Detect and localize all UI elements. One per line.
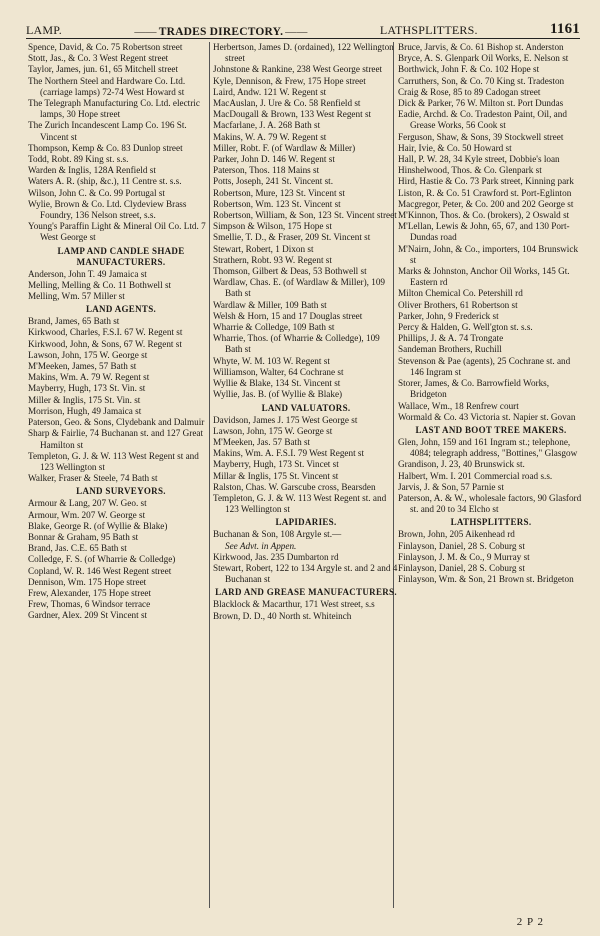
directory-entry: Blake, George R. (of Wyllie & Blake) (28, 520, 168, 531)
entry-group (398, 437, 584, 515)
directory-entry: Halbert, Wm. I. 201 Commercial road s.s. (398, 470, 553, 481)
directory-entry: Colledge, F. S. (of Wharrie & Colledge) (28, 554, 176, 565)
directory-entry: Borthwick, John F. & Co. 102 Hope st (398, 64, 540, 75)
directory-entry: Percy & Halden, G. Well'gton st. s.s. (398, 322, 533, 333)
directory-entry: Miller, Robt. F. (of Wardlaw & Miller) (213, 142, 356, 153)
directory-entry: Kirkwood, John, & Sons, 67 W. Regent st (28, 338, 182, 349)
directory-entry: Laird, Andw. 121 W. Regent st (213, 86, 327, 97)
directory-entry: Finlayson, J. M. & Co., 9 Murray st (398, 551, 530, 562)
directory-entry: Brown, D. D., 40 North st. Whiteinch (213, 610, 352, 621)
directory-entry: Brand, James, 65 Bath st (28, 316, 120, 327)
directory-entry: The Telegraph Manufacturing Co. Ltd. electric lamps, 30 Hope street (28, 98, 200, 120)
entry-group (213, 42, 399, 401)
directory-entry: Jarvis, J. & Son, 57 Parnie st (398, 481, 504, 492)
section-heading: LAPIDARIES. (275, 517, 337, 528)
directory-entry: Lawson, John, 175 W. George st (213, 425, 333, 436)
directory-entry: Wallace, Wm., 18 Renfrew court (398, 400, 519, 411)
directory-entry: Hall, P. W. 28, 34 Kyle street, Dobbie's loan (398, 154, 560, 165)
section-heading: LAST AND BOOT TREE MAKERS. (415, 424, 567, 435)
directory-entry: Dennison, Wm. 175 Hope street (28, 576, 147, 587)
directory-entry: Armour, Wm. 207 W. George st (28, 509, 146, 520)
directory-entry: Melling, Wm. 57 Miller st (28, 291, 125, 302)
directory-entry: Templeton, G. J. & W. 113 West Regent st. and 123 Wellington st (213, 492, 387, 515)
directory-entry: Lawson, John, 175 W. George st (28, 349, 148, 360)
directory-entry: Oliver Brothers, 61 Robertson st (398, 299, 518, 310)
page-header (26, 16, 580, 38)
section-heading: LAND SURVEYORS. (76, 486, 166, 497)
directory-entry: Phillips, J. & A. 74 Trongate (398, 333, 504, 344)
entry-group (28, 316, 214, 484)
directory-entry: Paterson, Thos. 118 Mains st (213, 165, 320, 176)
directory-entry: Robertson, Mure, 123 St. Vincent st (213, 187, 345, 198)
directory-entry: Sharp & Fairlie, 74 Buchanan st. and 127 Great Hamilton st (28, 428, 204, 450)
directory-entry: Hinshelwood, Thos. & Co. Glenpark st (398, 165, 542, 176)
directory-entry: Paterson, Geo. & Sons, Clydebank and Dalmuir (28, 417, 205, 428)
directory-entry: Bonnar & Graham, 95 Bath st (28, 531, 139, 542)
directory-entry: Glen, John, 159 and 161 Ingram st.; telephone, 4084; telegraph address, "Bottines," Glasgow (398, 436, 578, 459)
directory-entry: Blacklock & Macarthur, 171 West street, s.s (213, 599, 375, 610)
entry-group (213, 415, 399, 516)
directory-entry: Thomson, Gilbert & Deas, 53 Bothwell st (213, 266, 367, 277)
directory-entry: The Zurich Incandescent Lamp Co. 196 St. Vincent st (28, 120, 187, 142)
column-2 (213, 42, 399, 622)
directory-entry: Davidson, James J. 175 West George st (213, 414, 358, 425)
directory-entry: Wormald & Co. 43 Victoria st. Napier st. Govan (398, 411, 576, 422)
directory-entry: Liston, R. & Co. 51 Crawford st. Port-Eglinton (398, 187, 572, 198)
header-title: TRADES DIRECTORY. (158, 26, 284, 38)
directory-entry: M'Meeken, James, 57 Bath st (28, 361, 137, 372)
directory-entry: Robertson, Wm. 123 St. Vincent st (213, 198, 341, 209)
directory-entry: Stott, Jas., & Co. 3 West Regent street (28, 53, 169, 64)
section-heading: LAMP AND CANDLE SHADE MANUFACTURERS. (57, 245, 185, 267)
directory-entry: Strathern, Robt. 93 W. Regent st (213, 254, 332, 265)
entry-group (28, 269, 214, 303)
directory-entry: Finlayson, Daniel, 28 S. Coburg st (398, 562, 525, 573)
directory-entry: Stewart, Robert, 122 to 134 Argyle st. and 2 and 4 Buchanan st (213, 562, 398, 585)
directory-entry: Kirkwood, Jas. 235 Dumbarton rd (213, 551, 339, 562)
header-dash-right: —— (285, 26, 308, 38)
directory-entry: Ralston, Chas. W. Garscube cross, Bearsden (213, 481, 376, 492)
header-left: LAMP. (26, 23, 63, 37)
directory-entry: Bruce, Jarvis, & Co. 61 Bishop st. Anderston (398, 42, 564, 52)
entry-group (398, 529, 584, 585)
directory-entry: Millar & Inglis, 175 St. Vincent st (213, 470, 339, 481)
directory-entry: Dick & Parker, 76 W. Milton st. Port Dundas (398, 98, 564, 109)
directory-entry: Welsh & Horn, 15 and 17 Douglas street (213, 310, 363, 321)
directory-entry: Wyllie & Blake, 134 St. Vincent st (213, 378, 341, 389)
directory-entry: MacDougall & Brown, 133 West Regent st (213, 109, 372, 120)
advert-note: See Advt. in Appen. (225, 540, 297, 551)
directory-entry: Robertson, William, & Son, 123 St. Vincent street (213, 210, 397, 221)
directory-entry: M'Meeken, Jas. 57 Bath st (213, 436, 311, 447)
directory-entry: Milton Chemical Co. Petershill rd (398, 288, 523, 299)
directory-entry: Sandeman Brothers, Ruchill (398, 344, 502, 355)
directory-entry: Makins, Wm. A. F.S.I. 79 West Regent st (213, 448, 365, 459)
directory-entry: Whyte, W. M. 103 W. Regent st (213, 355, 330, 366)
section-heading: LATHSPLITTERS. (450, 517, 532, 528)
page-signature: 2 P 2 (516, 916, 544, 928)
directory-entry: Gardner, Alex. 209 St Vincent st (28, 610, 148, 621)
directory-entry: M'Kinnon, Thos. & Co. (brokers), 2 Oswald st (398, 210, 570, 221)
directory-entry: Wardlaw, Chas. E. (of Wardlaw & Miller), 109 Bath st (213, 277, 386, 299)
directory-entry: Frew, Alexander, 175 Hope street (28, 587, 152, 598)
directory-entry: Ferguson, Shaw, & Sons, 39 Stockwell street (398, 131, 564, 142)
directory-entry: M'Nairn, John, & Co., importers, 104 Brunswick st (398, 243, 579, 265)
header-right: LATHSPLITTERS. (379, 23, 478, 37)
directory-entry: Craig & Rose, 85 to 89 Cadogan street (398, 86, 541, 97)
directory-entry: Finlayson, Daniel, 28 S. Coburg st (398, 540, 525, 551)
section-heading: LARD AND GREASE MANUFACTURERS. (215, 587, 397, 598)
directory-entry: Copland, W. R. 146 West Regent street (28, 565, 172, 576)
directory-entry: Simpson & Wilson, 175 Hope st (213, 221, 332, 232)
directory-entry: Johnstone & Rankine, 238 West George street (213, 64, 383, 75)
directory-entry: Stevenson & Pae (agents), 25 Cochrane st. and 146 Ingram st (398, 355, 571, 377)
directory-entry: Herbertson, James D. (ordained), 122 Wellington street (213, 42, 394, 64)
directory-entry: Finlayson, Wm. & Son, 21 Brown st. Bridgeton (398, 574, 574, 585)
directory-entry: Hair, Ivie, & Co. 50 Howard st (398, 142, 512, 153)
page-number: 1161 (550, 21, 580, 37)
directory-entry: Parker, John, 9 Frederick st (398, 310, 499, 321)
directory-entry: Eadie, Archd. & Co. Tradeston Paint, Oil, and Grease Works, 56 Cook st (398, 109, 567, 131)
directory-entry: Armour & Lang, 207 W. Geo. st (28, 498, 147, 509)
directory-entry: Makins, W. A. 79 W. Regent st (213, 131, 327, 142)
directory-entry: Grandison, J. 23, 40 Brunswick st. (398, 459, 525, 470)
directory-entry: Templeton, G. J. & W. 113 West Regent st and 123 Wellington st (28, 450, 199, 472)
directory-entry: Kyle, Dennison, & Frew, 175 Hope street (213, 75, 366, 86)
directory-entry: Smellie, T. D., & Fraser, 209 St. Vincent st (213, 232, 371, 243)
entry-group (398, 42, 584, 423)
directory-entry: Taylor, James, jun. 61, 65 Mitchell street (28, 64, 179, 75)
directory-entry: Stewart, Robert, 1 Dixon st (213, 243, 314, 254)
directory-entry: Paterson, A. & W., wholesale factors, 90 Glasford st. and 20 to 34 Elcho st (398, 492, 582, 515)
entry-group (213, 599, 399, 621)
directory-entry: Potts, Joseph, 241 St. Vincent st. (213, 176, 334, 187)
header-rule (26, 38, 580, 39)
directory-entry: Brown, John, 205 Aikenhead rd (398, 529, 515, 540)
section-heading: LAND AGENTS. (85, 304, 157, 315)
directory-entry: Hird, Hastie & Co. 73 Park street, Kinning park (398, 176, 574, 187)
directory-entry: Miller & Inglis, 175 St. Vin. st (28, 394, 141, 405)
directory-entry: Wardlaw & Miller, 109 Bath st (213, 299, 327, 310)
directory-entry: Spence, David, & Co. 75 Robertson street (28, 42, 183, 52)
directory-entry: Walker, Fraser & Steele, 74 Bath st (28, 473, 158, 484)
directory-entry: Macfarlane, J. A. 268 Bath st (213, 120, 321, 131)
section-heading: LAND VALUATORS. (261, 402, 351, 413)
directory-entry: M'Lellan, Lewis & John, 65, 67, and 130 Port-Dundas road (398, 221, 570, 243)
directory-entry: Marks & Johnston, Anchor Oil Works, 145 Gt. Eastern rd (398, 266, 570, 288)
entry-group (213, 552, 399, 586)
directory-entry: Wharrie & Colledge, 109 Bath st (213, 322, 335, 333)
directory-entry: Young's Paraffin Light & Mineral Oil Co. Ltd. 7 West George st (28, 221, 206, 243)
header-dash-left: —— (134, 26, 157, 38)
column-3 (398, 42, 584, 585)
directory-entry: Wilson, John C. & Co. 99 Portugal st (28, 187, 165, 198)
entry-group (28, 498, 214, 621)
entry-group (28, 42, 214, 244)
directory-entry: Waters A. R. (ship, &c.), 11 Centre st. s.s. (28, 176, 182, 187)
entry-group (213, 529, 399, 540)
directory-entry: The Northern Steel and Hardware Co. Ltd. (carriage lamps) 72-74 West Howard st (28, 75, 186, 97)
directory-entry: Bryce, A. S. Glenpark Oil Works, E. Nelson st (398, 53, 569, 64)
directory-entry: Wylie, Brown & Co. Ltd. Clydeview Brass Foundry, 136 Nelson street, s.s. (28, 198, 187, 221)
directory-entry: Makins, Wm. A. 79 W. Regent st (28, 372, 150, 383)
directory-entry: Brand, Jas. C.E. 65 Bath st (28, 543, 127, 554)
directory-entry: MacAuslan, J. Ure & Co. 58 Renfield st (213, 98, 361, 109)
directory-entry: Storer, James, & Co. Barrowfield Works, Bridgeton (398, 378, 550, 400)
directory-entry: Morrison, Hugh, 49 Jamaica st (28, 405, 142, 416)
directory-entry: Mayberry, Hugh, 173 St. Vin. st (28, 383, 146, 394)
directory-entry: Buchanan & Son, 108 Argyle st.— (213, 529, 342, 540)
header-center (134, 26, 307, 38)
directory-entry: Williamson, Walter, 64 Cochrane st (213, 366, 344, 377)
directory-entry: Mayberry, Hugh, 173 St. Vincet st (213, 459, 339, 470)
directory-entry: Warden & Inglis, 128A Renfield st (28, 165, 156, 176)
directory-entry: Kirkwood, Charles, F.S.I. 67 W. Regent st (28, 327, 183, 338)
directory-entry: Frew, Thomas, 6 Windsor terrace (28, 599, 151, 610)
directory-entry: Macgregor, Peter, & Co. 200 and 202 George st (398, 198, 574, 209)
directory-entry: Parker, John D. 146 W. Regent st (213, 154, 335, 165)
directory-entry: Melling, Melling & Co. 11 Bothwell st (28, 279, 172, 290)
directory-entry: Wharrie, Thos. (of Wharrie & Colledge), 109 Bath st (213, 333, 380, 355)
directory-entry: Todd, Robt. 89 King st. s.s. (28, 154, 129, 165)
column-1 (28, 42, 214, 622)
directory-entry: Thompson, Kemp & Co. 83 Dunlop street (28, 142, 183, 153)
directory-entry: Anderson, John T. 49 Jamaica st (28, 268, 147, 279)
directory-entry: Wyllie, Jas. B. (of Wyllie & Blake) (213, 389, 343, 400)
directory-entry: Carruthers, Son, & Co. 70 King st. Tradeston (398, 75, 565, 86)
